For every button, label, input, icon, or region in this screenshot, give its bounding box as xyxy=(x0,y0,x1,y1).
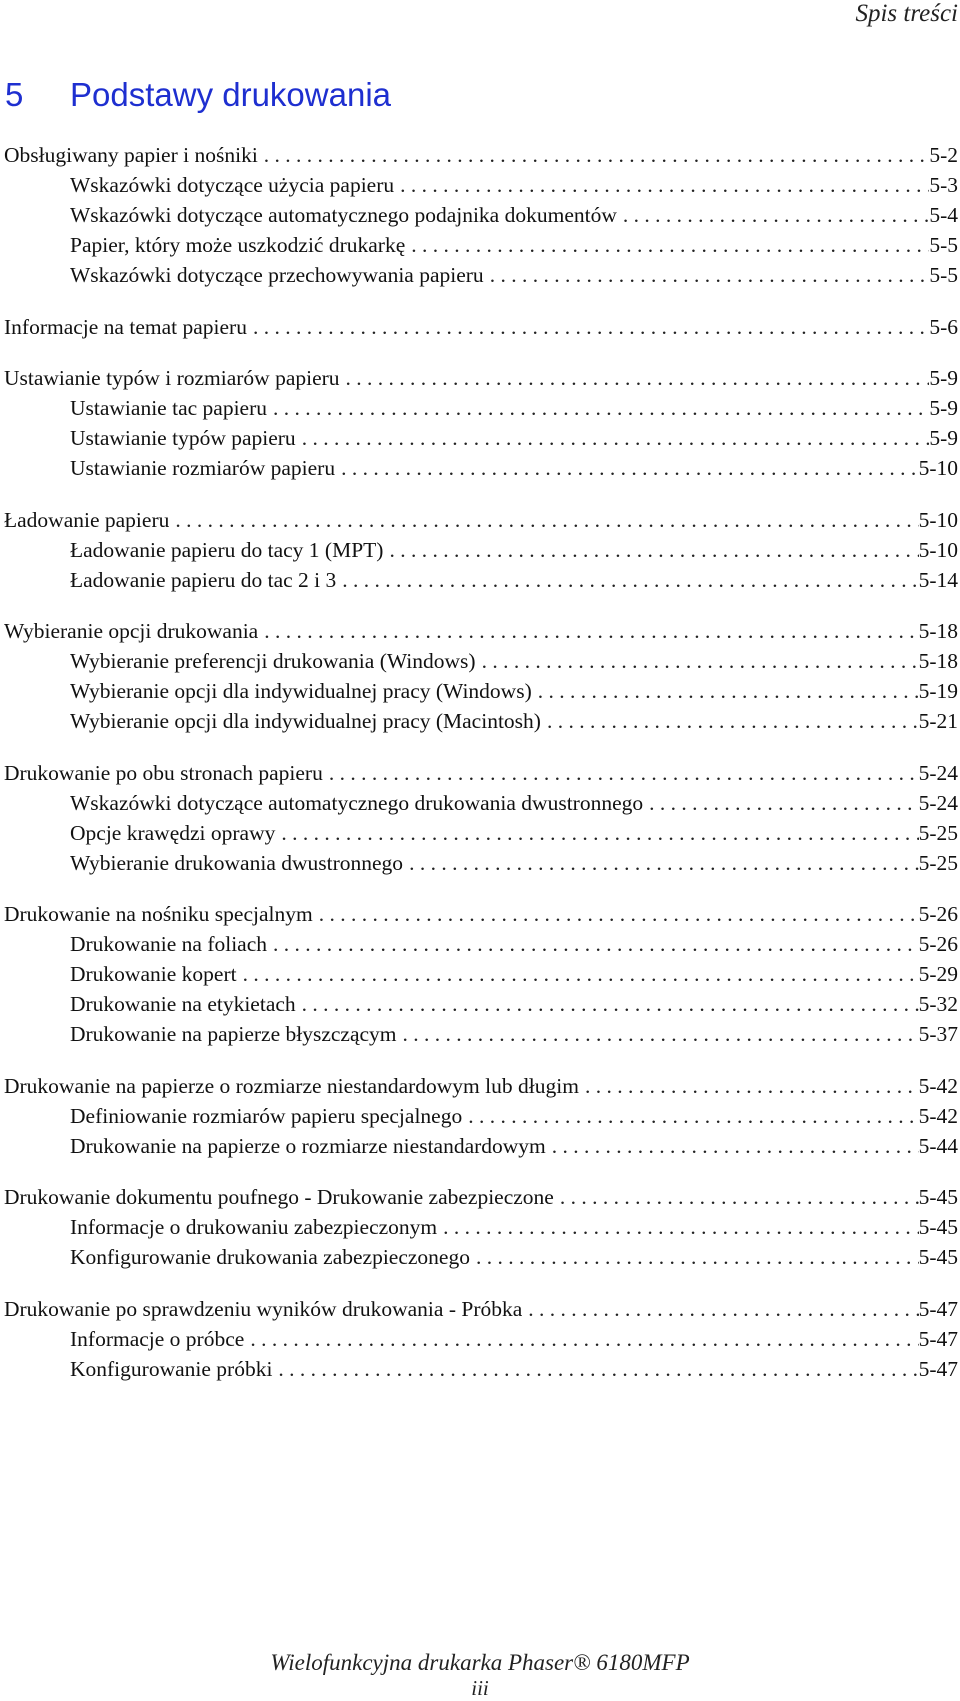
toc-entry[interactable] xyxy=(0,1071,960,1101)
toc-dot-leader xyxy=(296,989,919,1019)
toc-entry[interactable] xyxy=(0,312,960,342)
toc-entry-page: 5-24 xyxy=(918,760,958,785)
toc-entry[interactable] xyxy=(0,989,960,1019)
toc-entry-page: 5-10 xyxy=(918,537,958,562)
toc-entry-title: Ustawianie tac papieru xyxy=(70,396,267,420)
toc-entry-title: Ustawianie rozmiarów papieru xyxy=(70,456,336,480)
toc-entry[interactable] xyxy=(0,929,960,959)
toc-entry[interactable] xyxy=(0,788,960,818)
toc-entry-title: Drukowanie po obu stronach papieru xyxy=(4,760,323,785)
toc-dot-leader xyxy=(267,393,929,423)
toc-entry-title: Obsługiwany papier i nośniki xyxy=(4,143,258,167)
toc-dot-leader xyxy=(323,758,919,788)
toc-entry-title: Drukowanie kopert xyxy=(70,962,237,986)
toc-entry-title: Wskazówki dotyczące przechowywania papieru xyxy=(70,263,484,287)
running-header: Spis treści xyxy=(855,0,958,27)
toc-entry[interactable] xyxy=(0,140,960,170)
toc-entry-page: 5-29 xyxy=(918,962,958,986)
toc-dot-leader xyxy=(462,1101,918,1131)
toc-entry[interactable] xyxy=(0,260,960,290)
toc-entry-page: 5-45 xyxy=(918,1185,958,1209)
toc-entry-page: 5-26 xyxy=(918,902,958,926)
toc-dot-leader xyxy=(532,676,919,706)
toc-entry[interactable] xyxy=(0,170,960,200)
toc-entry[interactable] xyxy=(0,565,960,595)
toc-entry-page: 5-6 xyxy=(929,314,958,339)
toc-dot-leader xyxy=(335,453,919,483)
toc-entry[interactable] xyxy=(0,535,960,565)
toc-entry[interactable] xyxy=(0,818,960,848)
toc-entry-page: 5-21 xyxy=(918,709,958,733)
toc-dot-leader xyxy=(522,1294,918,1324)
toc-entry[interactable] xyxy=(0,1101,960,1131)
toc-entry-title: Drukowanie dokumentu poufnego - Drukowanie zabezpieczone xyxy=(4,1185,554,1209)
toc-entry[interactable] xyxy=(0,848,960,878)
toc-entry-page: 5-14 xyxy=(918,567,958,592)
toc-entry-title: Informacje na temat papieru xyxy=(4,314,247,339)
toc-entry-title: Wskazówki dotyczące użycia papieru xyxy=(70,173,395,197)
toc-entry[interactable] xyxy=(0,393,960,423)
toc-entry-title: Ustawianie typów i rozmiarów papieru xyxy=(4,366,340,390)
toc-dot-leader xyxy=(244,1324,918,1354)
toc-entry-page: 5-9 xyxy=(929,396,958,420)
chapter-title xyxy=(5,76,391,114)
toc-entry-page: 5-47 xyxy=(918,1296,958,1321)
toc-entry[interactable] xyxy=(0,616,960,646)
toc-entry-title: Wybieranie opcji dla indywidualnej pracy (Macintosh) xyxy=(70,709,541,733)
toc-entry-page: 5-47 xyxy=(918,1326,958,1351)
toc-dot-leader xyxy=(383,535,918,565)
toc-entry[interactable] xyxy=(0,200,960,230)
toc-dot-leader xyxy=(296,423,930,453)
toc-entry-page: 5-44 xyxy=(918,1133,958,1158)
toc-entry[interactable] xyxy=(0,1354,960,1384)
toc-dot-leader xyxy=(237,959,919,989)
toc-dot-leader xyxy=(394,170,929,200)
toc-entry-title: Konfigurowanie próbki xyxy=(70,1356,273,1381)
toc-dot-leader xyxy=(554,1182,919,1212)
toc-entry-page: 5-45 xyxy=(918,1245,958,1269)
toc-entry-page: 5-47 xyxy=(918,1356,958,1381)
toc-entry-title: Wybieranie opcji dla indywidualnej pracy (Windows) xyxy=(70,679,532,703)
toc-dot-leader xyxy=(313,899,919,929)
toc-dot-leader xyxy=(403,848,919,878)
toc-entry[interactable] xyxy=(0,230,960,260)
toc-dot-leader xyxy=(336,565,918,595)
toc-dot-leader xyxy=(643,788,918,818)
toc-entry-page: 5-37 xyxy=(918,1022,958,1046)
toc-dot-leader xyxy=(470,1242,919,1272)
toc-dot-leader xyxy=(397,1019,919,1049)
toc-entry-title: Definiowanie rozmiarów papieru specjalnego xyxy=(70,1103,463,1128)
toc-entry-title: Drukowanie na papierze o rozmiarze niestandardowym xyxy=(70,1133,546,1158)
toc-entry-title: Drukowanie po sprawdzeniu wyników drukowania - Próbka xyxy=(4,1296,523,1321)
toc-entry-title: Wybieranie preferencji drukowania (Windows) xyxy=(70,649,476,673)
toc-entry[interactable] xyxy=(0,363,960,393)
toc-dot-leader xyxy=(476,646,919,676)
toc-entry[interactable] xyxy=(0,1019,960,1049)
footer-product: Wielofunkcyjna drukarka Phaser® 6180MFP xyxy=(270,1650,690,1675)
toc-dot-leader xyxy=(247,312,929,342)
toc-entry-page: 5-42 xyxy=(918,1073,958,1098)
toc-entry-title: Drukowanie na papierze błyszczącym xyxy=(70,1022,397,1046)
toc-dot-leader xyxy=(579,1071,919,1101)
toc-entry-page: 5-24 xyxy=(918,790,958,815)
toc-entry-page: 5-18 xyxy=(918,649,958,673)
toc-entry-title: Wybieranie opcji drukowania xyxy=(4,619,259,643)
toc-dot-leader xyxy=(258,616,918,646)
toc-dot-leader xyxy=(169,505,918,535)
toc-entry[interactable] xyxy=(0,505,960,535)
toc-entry-page: 5-42 xyxy=(918,1103,958,1128)
toc-entry-page: 5-10 xyxy=(918,456,958,480)
toc-entry-page: 5-45 xyxy=(918,1215,958,1239)
toc-entry[interactable] xyxy=(0,453,960,483)
toc-entry[interactable] xyxy=(0,676,960,706)
toc-entry-page: 5-9 xyxy=(929,426,958,450)
toc-entry[interactable] xyxy=(0,959,960,989)
toc-dot-leader xyxy=(275,818,918,848)
toc-entry-title: Drukowanie na etykietach xyxy=(70,992,296,1016)
toc-dot-leader xyxy=(546,1131,919,1161)
toc-entry-page: 5-10 xyxy=(918,507,958,532)
toc-dot-leader xyxy=(437,1212,918,1242)
toc-entry-title: Wskazówki dotyczące automatycznego drukowania dwustronnego xyxy=(70,790,644,815)
toc-entry-page: 5-5 xyxy=(929,233,958,257)
toc-entry[interactable] xyxy=(0,1324,960,1354)
toc-entry-title: Drukowanie na nośniku specjalnym xyxy=(4,902,313,926)
toc-dot-leader xyxy=(340,363,930,393)
toc-entry-title: Wybieranie drukowania dwustronnego xyxy=(70,850,404,875)
toc-entry[interactable] xyxy=(0,758,960,788)
toc-entry-title: Wskazówki dotyczące automatycznego podajnika dokumentów xyxy=(70,203,617,227)
toc-entry-title: Drukowanie na foliach xyxy=(70,932,268,956)
toc-entry-page: 5-32 xyxy=(918,992,958,1016)
toc-entry-page: 5-4 xyxy=(929,203,958,227)
toc-entry-title: Ładowanie papieru do tacy 1 (MPT) xyxy=(70,537,384,562)
toc-entry-page: 5-26 xyxy=(918,932,958,956)
toc-entry-title: Informacje o próbce xyxy=(70,1326,245,1351)
toc-entry-page: 5-25 xyxy=(918,850,958,875)
toc-entry[interactable] xyxy=(0,899,960,929)
toc-entry-page: 5-5 xyxy=(929,263,958,287)
toc-dot-leader xyxy=(267,929,919,959)
toc-dot-leader xyxy=(405,230,929,260)
toc-entry-page: 5-25 xyxy=(918,820,958,845)
toc-entry-page: 5-9 xyxy=(929,366,958,390)
toc-entry-page: 5-18 xyxy=(918,619,958,643)
toc-entry-title: Ładowanie papieru do tac 2 i 3 xyxy=(70,567,337,592)
toc-entry-page: 5-19 xyxy=(918,679,958,703)
chapter-title-text: Podstawy drukowania xyxy=(70,76,392,113)
toc-entry[interactable] xyxy=(0,1182,960,1212)
toc-entry-title: Ustawianie typów papieru xyxy=(70,426,296,450)
toc-entry[interactable] xyxy=(0,1242,960,1272)
toc-entry-title: Ładowanie papieru xyxy=(4,507,170,532)
toc-entry-title: Opcje krawędzi oprawy xyxy=(70,820,276,845)
toc-dot-leader xyxy=(258,140,930,170)
toc-entry-title: Informacje o drukowaniu zabezpieczonym xyxy=(70,1215,438,1239)
toc-entry-title: Papier, który może uszkodzić drukarkę xyxy=(70,233,406,257)
toc-entry-page: 5-3 xyxy=(929,173,958,197)
toc-entry-title: Drukowanie na papierze o rozmiarze niestandardowym lub długim xyxy=(4,1073,579,1098)
toc-dot-leader xyxy=(617,200,929,230)
toc-dot-leader xyxy=(541,706,919,736)
toc-dot-leader xyxy=(484,260,930,290)
toc-entry[interactable] xyxy=(0,706,960,736)
toc-entry[interactable] xyxy=(0,646,960,676)
chapter-number: 5 xyxy=(5,76,24,113)
footer-page-number: iii xyxy=(471,1676,489,1700)
toc-entry-page: 5-2 xyxy=(929,143,958,167)
toc-entry-title: Konfigurowanie drukowania zabezpieczonego xyxy=(70,1245,470,1269)
toc-entry[interactable] xyxy=(0,1294,960,1324)
toc-dot-leader xyxy=(272,1354,918,1384)
toc-entry[interactable] xyxy=(0,1212,960,1242)
toc-entry[interactable] xyxy=(0,423,960,453)
toc-entry[interactable] xyxy=(0,1131,960,1161)
